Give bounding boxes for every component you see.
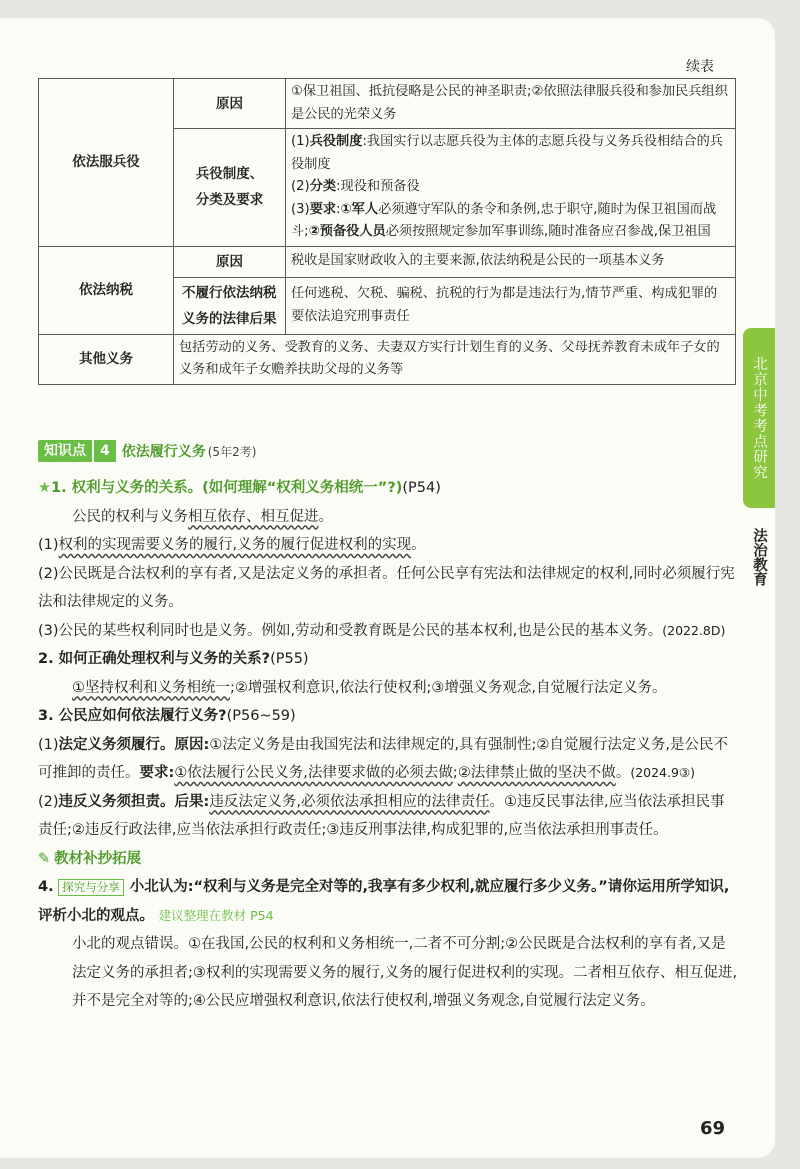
s2-bold: 分类 [309, 179, 337, 194]
continued-label: 续表 [686, 59, 714, 75]
main-content [38, 474, 738, 1016]
side-tab: 北京中考考点研究 [743, 328, 775, 508]
q2-heading [38, 645, 738, 674]
page-number: 69 [700, 1118, 726, 1139]
q4-question: 小北认为:“权利与义务是完全对等的,我享有多少权利,就应履行多少义务。”请你运用所学知识,评析小北的观点。 [38, 879, 730, 924]
q3-a2-text: 。①违反民事法律,应当依法承担民事责任;②违反行政法律,应当依法承担行政责任;③违反刑事法律,构成犯罪的,应当依法承担刑事责任。 [38, 793, 725, 838]
q1-intro-b: 。 [318, 508, 333, 525]
q1-intro [38, 503, 738, 532]
other-duties-text: 包括劳动的义务、受教育的义务、夫妻双方实行计划生育的义务、父母抚养教育未成年子女的义务和成年子女赡养扶助父母的义务等 [174, 334, 736, 384]
q1-intro-underlined: 相互依存、相互促进 [188, 508, 319, 525]
knowledge-point-header [38, 440, 256, 462]
q3-a1-text: ①法定义务是由我国宪法和法律规定的,具有强制性;②自觉履行法定义务,是公民不可推卸的责任。 [38, 736, 728, 781]
s1-text: :我国实行以志愿兵役为主体的志愿兵役与义务兵役相结合的兵役制度 [291, 134, 723, 172]
q1-p1-end: 。 [411, 537, 426, 553]
q1-p1-underlined: 权利的实现需要义务的履行,义务的履行促进权利的实现 [58, 537, 412, 553]
q4-hint: 建议整理在教材 P54 [158, 907, 274, 923]
q3-answer1 [38, 731, 738, 788]
s2-prefix: (2) [291, 179, 310, 194]
q1-p3-ref: (2022.8D) [662, 622, 726, 638]
extension-heading [38, 845, 738, 874]
q1-point1 [38, 531, 738, 560]
military-reason-text: ①保卫祖国、抵抗侵略是公民的神圣职责;②依照法律服兵役和参加民兵组织是公民的光荣义务 [286, 79, 736, 129]
s3-colon: : [336, 201, 341, 217]
knowledge-title: 依法履行义务 [121, 444, 206, 460]
s2-text: :现役和预备役 [336, 179, 420, 194]
q3-a1-underlined1: ①依法履行公民义务,法律要求做的必须去做 [174, 765, 453, 781]
q4-answer: 小北的观点错误。①在我国,公民的权利和义务相统一,二者不可分割;②公民既是合法权利的享有者,又是法定义务的承担者;③权利的实现需要义务的履行,义务的履行促进权利的实现。二者相互依存、相互促进,并不是完全对等的;④公民应增强权利意识,依法行使权利,增强义务观念,自觉履行法定义务。 [72, 936, 738, 1009]
pencil-icon: ✎ [38, 850, 51, 867]
q3-answer2 [38, 788, 738, 845]
q2-answer-rest: ;②增强权利意识,依法行使权利;③增强义务观念,自觉履行法定义务。 [230, 679, 667, 696]
q3-a1-prefix: (1) [38, 736, 59, 753]
q3-a2-bold: 违反义务须担责。后果: [58, 793, 210, 810]
q4-tag: 探究与分享 [58, 879, 124, 896]
knowledge-subtitle: (5年2考) [207, 444, 257, 459]
q3-a1-underlined2: ②法律禁止做的坚决不做 [457, 765, 616, 781]
tax-reason-label: 原因 [174, 246, 286, 277]
s1-bold: 兵役制度 [309, 134, 363, 149]
s3-prefix: (3) [291, 201, 310, 217]
q1-title: 1. 权利与义务的关系。(如何理解“权利义务相统一”?) [51, 480, 403, 496]
s3-bold: 要求 [309, 201, 337, 217]
q1-point2: (2)公民既是合法权利的享有者,又是法定义务的承担者。任何公民享有宪法和法律规定的权利,同时必须履行宪法和法律规定的义务。 [38, 565, 735, 610]
military-system-label [174, 129, 286, 247]
star-icon: ★ [38, 480, 51, 496]
tax-consequence-label: 不履行依法纳税义务的法律后果 [174, 277, 286, 334]
system-label-line1: 兵役制度、 [195, 166, 264, 183]
s3-text-b: 必须按照规定参加军事训练,随时准备应召参战,保卫祖国 [385, 224, 711, 239]
q1-ref: (P54) [402, 480, 441, 496]
q3-a1-end: 。 [615, 765, 631, 781]
q2-answer [38, 674, 738, 703]
q3-ref: (P56~59) [226, 708, 296, 724]
tax-consequence-text: 任何逃税、欠税、骗税、抗税的行为都是违法行为,情节严重、构成犯罪的要依法追究刑事责任 [286, 277, 736, 334]
q3-a1-req: 要求: [139, 765, 175, 781]
q3-a2-prefix: (2) [38, 793, 59, 810]
q3-a1-sep: ; [452, 765, 458, 781]
s3-text-a: 必须遵守军队的条令和条例,忠于职守,随时为保卫祖国而战斗; [291, 201, 717, 239]
q2-answer-underlined: ①坚持权利和义务相统一 [72, 679, 230, 696]
knowledge-badge: 知识点 [38, 440, 92, 462]
tax-title: 依法纳税 [39, 246, 174, 334]
q1-heading [38, 474, 738, 503]
q3-heading [38, 702, 738, 731]
extension-label: 教材补抄拓展 [54, 850, 142, 867]
military-reason-label: 原因 [174, 79, 286, 129]
q2-title: 2. 如何正确处理权利与义务的关系? [38, 651, 271, 667]
system-label-line2: 分类及要求 [195, 192, 264, 209]
military-system-text [286, 129, 736, 247]
q4-number: 4. [38, 879, 54, 895]
s3-bold-a: ①军人 [340, 201, 379, 217]
q1-p1-prefix: (1) [38, 537, 59, 553]
s3-bold-b: ②预备役人员 [308, 224, 386, 239]
q1-point3 [38, 617, 738, 646]
q3-a1-bold: 法定义务须履行。原因: [58, 736, 210, 753]
q1-intro-a: 公民的权利与义务 [72, 508, 188, 525]
q3-a1-ref: (2024.9③) [630, 765, 696, 780]
military-service-title: 依法服兵役 [39, 79, 174, 247]
knowledge-number: 4 [94, 440, 116, 462]
q1-p3-text: (3)公民的某些权利同时也是义务。例如,劳动和受教育既是公民的基本权利,也是公民的基本义务。 [38, 622, 663, 639]
q4-heading [38, 873, 738, 930]
side-subject: 法治教育 [751, 528, 767, 586]
q3-title: 3. 公民应如何依法履行义务? [38, 708, 227, 724]
tax-reason-text: 税收是国家财政收入的主要来源,依法纳税是公民的一项基本义务 [286, 246, 736, 277]
other-duties-title: 其他义务 [39, 334, 174, 384]
s1-prefix: (1) [291, 134, 310, 149]
q3-a2-underlined: 违反法定义务,必须依法承担相应的法律责任 [209, 793, 490, 810]
duty-table [38, 78, 736, 385]
q2-ref: (P55) [270, 651, 309, 667]
